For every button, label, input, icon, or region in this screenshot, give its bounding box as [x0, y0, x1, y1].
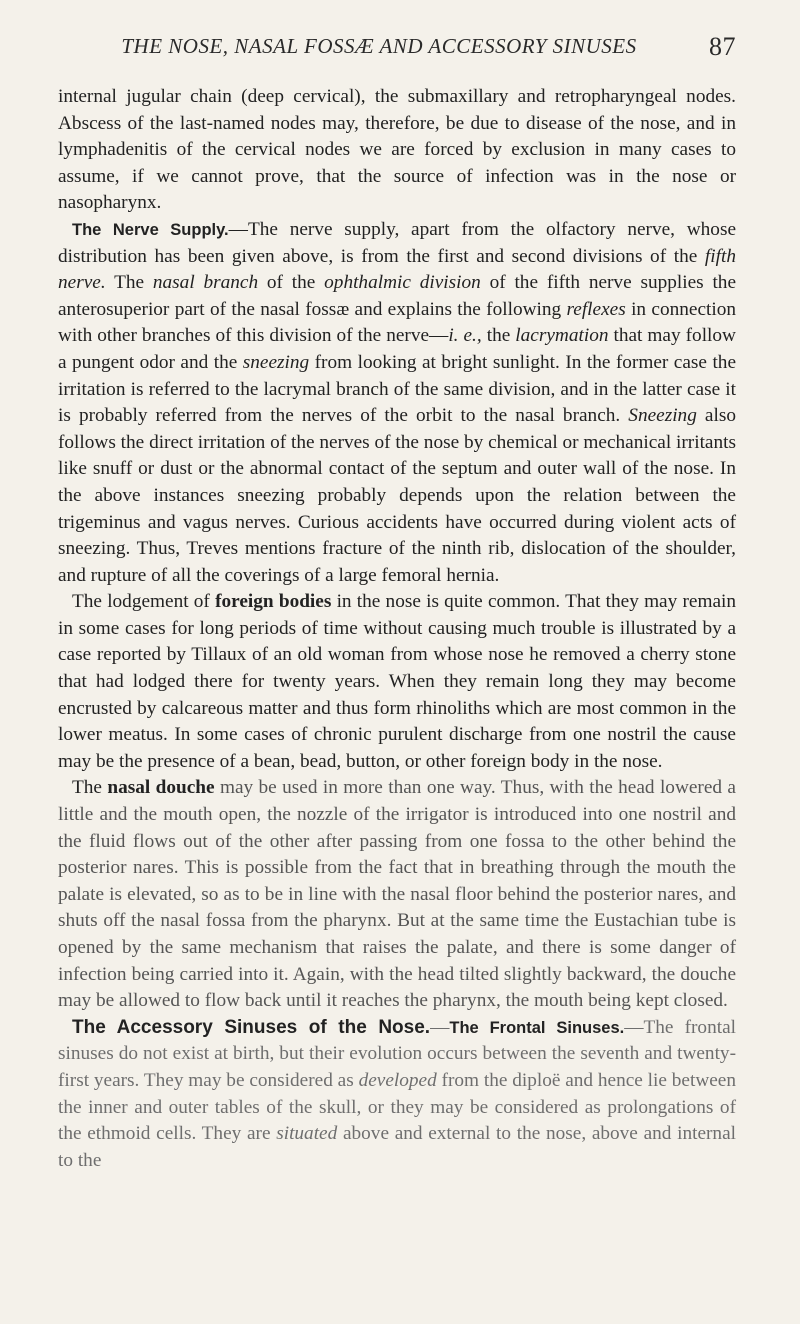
- paragraph-text: internal jugular chain (deep cervical), the submaxillary and retropharyngeal nodes. Abscess of the last-named nodes may, therefore, be due to disease of the nose, and in lymphadenitis of the cervical nodes we are forced by exclusion in many cases to assume, if we cannot prove, that the source of infection was in the nose or nasopharynx.: [58, 86, 736, 214]
- section-heading-nerve-supply: The Nerve Supply.: [72, 220, 229, 239]
- emphasis: sneezing: [242, 351, 310, 373]
- emphasis: i. e.,: [448, 325, 482, 347]
- bold-term: foreign bodies: [215, 591, 332, 613]
- text-run: —The frontal sinuses do not exist at birth, but their evolution occurs between the seventh and twenty-first years. They may be considered as: [58, 1016, 736, 1091]
- text-run: in connection with other branches of this division of the nerve—: [58, 298, 736, 347]
- text-run: The: [105, 272, 153, 294]
- paragraph-nerve-supply: [58, 217, 736, 589]
- text-run: that may follow a pungent odor and the: [58, 325, 736, 373]
- text-run: of the fifth nerve supplies the anterosuperior part of the nasal fossæ and explains the following: [58, 272, 737, 320]
- text-run: may be used in more than one way. Thus, with the head lowered a little and the mouth open, the nozzle of the irrigator is introduced into one nostril and the fluid flows out of the other after passing from one fossa to the other behind the posterior nares. This is possible from the fact that in breathing through the mouth the palate is elevated, so as to be in line with the nasal floor behind the posterior nares, and shuts off the nasal fossa from the pharynx. But at the same time the Eustachian tube is opened by the same mechanism that raises the palate, and there is some danger of infection being carried into it. Again, with the head tilted slightly backward, the douche may be allowed to flow back until it reaches the pharynx, the mouth being kept closed.: [58, 777, 736, 1012]
- emphasis: fifth nerve.: [58, 245, 736, 294]
- emphasis: Sneezing: [628, 405, 697, 427]
- running-title: THE NOSE, NASAL FOSSÆ AND ACCESSORY SINUSES: [121, 34, 637, 58]
- paragraph-nasal-douche: [58, 775, 736, 1014]
- text-run: in the nose is quite common. That they may remain in some cases for long periods of time without causing much trouble is illustrated by a case reported by Tillaux of an old woman from whose nose he removed a cherry stone that had lodged there for twenty years. When they remain long they may become encrusted by calcareous matter and thus form rhinoliths which are most common in the lower meatus. In some cases of chronic purulent discharge from one nostril the cause may be the presence of a bean, bead, button, or other foreign body in the nose.: [58, 591, 737, 772]
- text-run: above and external to the nose, above and internal to the: [58, 1123, 736, 1171]
- text-run: The: [72, 777, 108, 799]
- paragraph-accessory-sinuses: [58, 1015, 736, 1175]
- page-number: 87: [709, 32, 736, 61]
- emphasis: nasal branch: [152, 272, 259, 294]
- text-run: the: [481, 325, 516, 347]
- text-run: from looking at bright sunlight. In the former case the irritation is referred to the lacrymal branch of the same division, and in the latter case it is probably referred from the nerves of the orbit to the nasal branch.: [58, 351, 736, 427]
- emphasis: reflexes: [566, 298, 626, 320]
- text-run: —: [430, 1016, 450, 1038]
- page-header: [58, 28, 736, 84]
- paragraph-lymphatics: [58, 84, 736, 217]
- emphasis: situated: [276, 1123, 338, 1145]
- subheading-frontal-sinuses: The Frontal Sinuses.: [449, 1018, 625, 1037]
- text-run: also follows the direct irritation of the nerves of the nose by chemical or mechanical irritants like snuff or dust or the abnormal contact of the septum and outer wall of the nose. In the above instances sneezing probably depends upon the relation between the trigeminus and vagus nerves. Curious accidents have occurred during violent acts of sneezing. Thus, Treves mentions fracture of the ninth rib, dislocation of the shoulder, and rupture of all the coverings of a large femoral hernia.: [58, 405, 736, 586]
- section-heading-accessory-sinuses: The Accessory Sinuses of the Nose.: [72, 1016, 431, 1038]
- emphasis: developed: [358, 1069, 437, 1091]
- page-body: [58, 84, 736, 1174]
- text-run: The lodgement of: [72, 591, 216, 613]
- text-run: —The nerve supply, apart from the olfactory nerve, whose distribution has been given above, is from the first and second divisions of the: [58, 218, 737, 267]
- text-run: of the: [258, 272, 325, 294]
- text-run: from the diploë and hence lie between the inner and outer tables of the skull, or they may be considered as prolongations of the ethmoid cells. They are: [58, 1069, 737, 1145]
- paragraph-foreign-bodies: [58, 589, 736, 775]
- emphasis: lacrymation: [515, 325, 609, 347]
- bold-term: nasal douche: [107, 777, 215, 799]
- emphasis: ophthalmic division: [324, 272, 481, 294]
